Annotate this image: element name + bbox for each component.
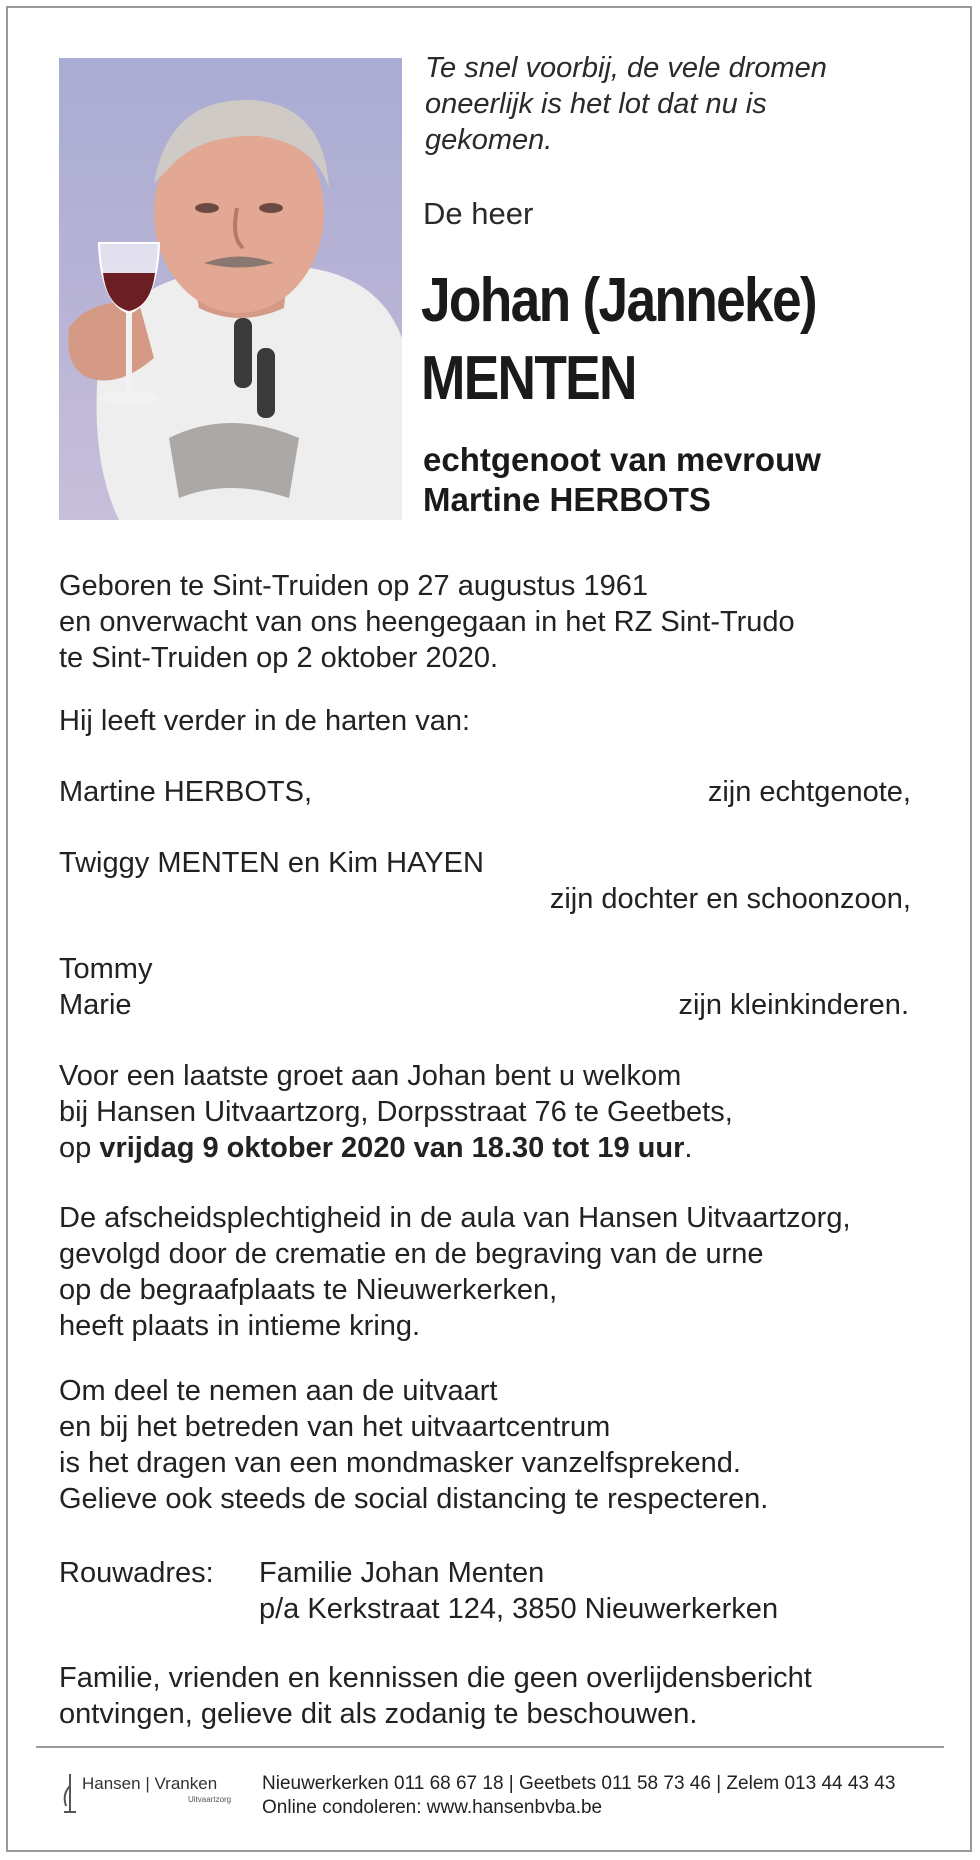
family-grandchildren-row (59, 951, 919, 1023)
text-line: en onverwacht van ons heengegaan in het RZ Sint-Trudo (59, 606, 795, 638)
text-line: te Sint-Truiden op 2 oktober 2020. (59, 642, 499, 674)
visitation-suffix: . (684, 1132, 693, 1164)
text-line: Voor een laatste groet aan Johan bent u welkom (59, 1060, 682, 1092)
footer-online[interactable]: Online condoleren: www.hansenbvba.be (262, 1797, 603, 1818)
quote-line: gekomen. (425, 124, 553, 156)
footer-phones: Nieuwerkerken 011 68 67 18 | Geetbets 011 58 73 46 | Zelem 013 44 43 43 (262, 1773, 896, 1794)
text-line: Familie, vrienden en kennissen die geen overlijdensbericht (59, 1662, 812, 1694)
logo-subtitle: Uitvaartzorg (188, 1795, 232, 1804)
grandchild-name: Tommy (59, 953, 153, 985)
text-line: Gelieve ook steeds de social distancing te respecteren. (59, 1483, 769, 1515)
covid-notice (59, 1373, 919, 1517)
deceased-name (421, 262, 868, 418)
address-lines (259, 1555, 778, 1627)
children-role: zijn dochter en schoonzoon, (549, 883, 911, 915)
spouse-line (423, 440, 943, 520)
portrait-illustration (59, 58, 402, 520)
footer-divider (36, 1746, 944, 1748)
grandchildren-role: zijn kleinkinderen. (678, 989, 909, 1021)
spouse-relation: echtgenoot van mevrouw (423, 441, 821, 478)
text-line: Om deel te nemen aan de uitvaart (59, 1375, 498, 1407)
title-prefix: De heer (423, 196, 534, 231)
family-children-row (59, 845, 919, 917)
visitation-datetime: vrijdag 9 oktober 2020 van 18.30 tot 19 uur (99, 1132, 685, 1164)
memorial-quote (425, 50, 905, 158)
portrait-photo (59, 58, 402, 520)
birth-death-info (59, 568, 919, 676)
name-line: Johan (Janneke) (421, 266, 816, 335)
text-line: bij Hansen Uitvaartzorg, Dorpsstraat 76 te Geetbets, (59, 1096, 733, 1128)
text-line: Geboren te Sint-Truiden op 27 augustus 1961 (59, 570, 648, 602)
family-spouse-row (59, 774, 919, 810)
logo-mark-icon (60, 1772, 82, 1816)
lives-on-heading: Hij leeft verder in de harten van: (59, 705, 471, 737)
name-line: MENTEN (421, 344, 636, 413)
ceremony-info (59, 1200, 919, 1344)
closing-note (59, 1660, 919, 1732)
funeral-home-logo (60, 1768, 240, 1820)
spouse-name: Martine HERBOTS (423, 481, 711, 518)
address-line: p/a Kerkstraat 124, 3850 Nieuwerkerken (259, 1593, 779, 1625)
visitation-info (59, 1058, 919, 1166)
grandchild-name: Marie (59, 989, 132, 1021)
text-line: gevolgd door de crematie en de begraving van de urne (59, 1238, 764, 1270)
text-line: De afscheidsplechtigheid in de aula van Hansen Uitvaartzorg, (59, 1202, 851, 1234)
text-line: heeft plaats in intieme kring. (59, 1310, 421, 1342)
family-spouse-name: Martine HERBOTS, (59, 776, 312, 808)
quote-line: oneerlijk is het lot dat nu is (425, 88, 767, 120)
text-line: en bij het betreden van het uitvaartcentrum (59, 1411, 611, 1443)
family-spouse-role: zijn echtgenote, (707, 776, 911, 808)
quote-line: Te snel voorbij, de vele dromen (425, 52, 827, 84)
text-line: ontvingen, gelieve dit als zodanig te beschouwen. (59, 1698, 698, 1730)
text-line (59, 1130, 919, 1166)
visitation-prefix: op (59, 1132, 100, 1164)
text-line: is het dragen van een mondmasker vanzelfsprekend. (59, 1447, 741, 1479)
address-line: Familie Johan Menten (259, 1557, 545, 1589)
children-names: Twiggy MENTEN en Kim HAYEN (59, 847, 484, 879)
text-line: op de begraafplaats te Nieuwerkerken, (59, 1274, 558, 1306)
address-label: Rouwadres: (59, 1557, 214, 1589)
logo-name: Hansen | Vranken (82, 1774, 218, 1793)
footer-contact (262, 1772, 895, 1820)
mourning-address (59, 1555, 919, 1627)
